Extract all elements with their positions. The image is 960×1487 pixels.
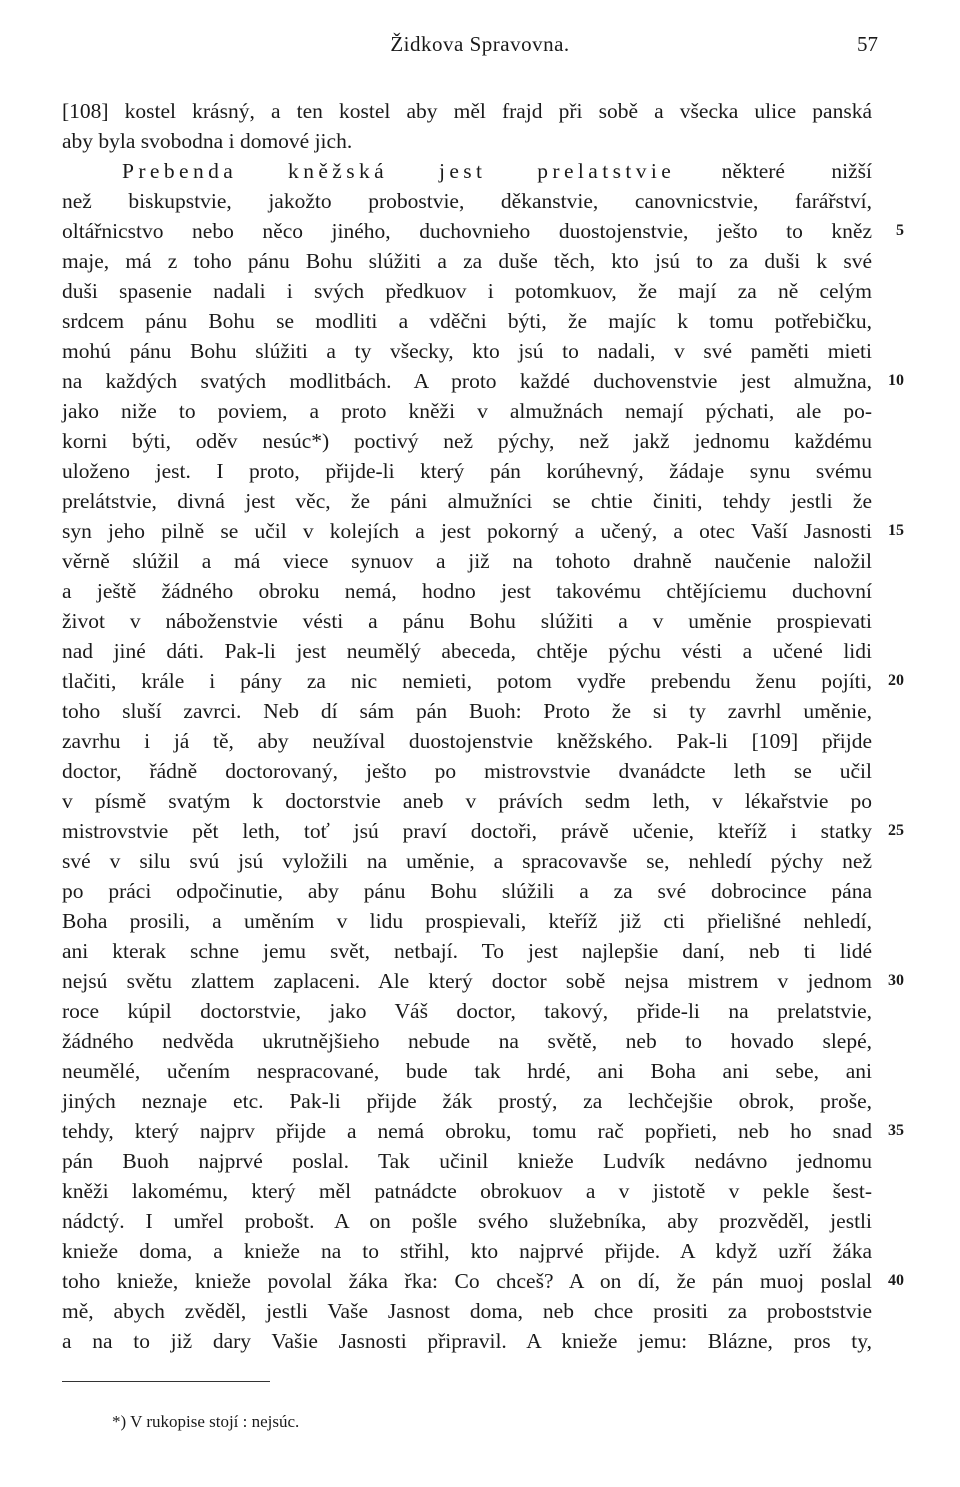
text-line: [108] kostel krásný, a ten kostel aby měl frajd při sobě a všecka ulice panská [62, 99, 872, 123]
text-line: v písmě svatým k doctorstvie aneb v právích sedm leth, v lékařstvie po [62, 789, 872, 813]
text-line: toho knieže, knieže povolal žáka řka: Co chceš? A on dí, že pán muoj poslal [62, 1269, 872, 1293]
text-line: Boha prosili, a uměním v lidu prospievali, kteříž již cti přielišné nehledí, [62, 909, 872, 933]
text-line: mistrovstvie pět leth, toť jsú praví doctoři, právě učenie, kteříž i statky [62, 819, 872, 843]
line-number-marker: 30 [888, 972, 904, 989]
line-number-marker: 40 [888, 1272, 904, 1289]
text-line: na každých svatých modlitbách. A proto každé duchovenstvie jest almužna, [62, 369, 872, 393]
text-line: aby byla svobodna i domové jich. [62, 129, 353, 153]
text-line: mě, abych zvěděl, jestli Vaše Jasnost doma, neb chce prositi za proboststvie [62, 1299, 872, 1323]
text-line: tehdy, který najprv přijde a nemá obroku, tomu rač popřieti, neb ho snad [62, 1119, 872, 1143]
text-line: po práci odpočinutie, aby pánu Bohu slúžili a za své dobrocince pána [62, 879, 872, 903]
text-line: maje, má z toho pánu Bohu slúžiti a za duše těch, kto jsú to za duši k své [62, 249, 872, 273]
text-line: kněži lakomému, který měl patnádcte obrokuov a v jistotě v pekle šest- [62, 1179, 872, 1203]
text-line: toho sluší zavrci. Neb dí sám pán Buoh: Proto že si ty zavrhl uměnie, [62, 699, 872, 723]
footnote-divider [62, 1381, 270, 1382]
text-line: duši spasenie nadali i svých předkuov i potomkuov, že mají za ně celým [62, 279, 872, 303]
text-line: roce kúpil doctorstvie, jako Váš doctor, takový, přide-li na prelatstvie, [62, 999, 872, 1023]
text-line-paragraph-start [62, 156, 872, 186]
line-number-marker: 15 [888, 522, 904, 539]
text-line-rest: některé nižší [675, 159, 872, 183]
text-line: a ještě žádného obroku nemá, hodno jest takovému chtějíciemu duchovní [62, 579, 872, 603]
text-line: knieže doma, a knieže na to střihl, kto najprvé přijde. A když uzří žáka [62, 1239, 872, 1263]
text-line: syn jeho pilně se učil v kolejích a jest pokorný a učený, a otec Vaší Jasnosti [62, 519, 872, 543]
page-number: 57 [857, 32, 878, 56]
text-line: a na to již dary Vašie Jasnosti připravil. A knieže jemu: Blázne, pros ty, [62, 1329, 872, 1353]
line-number-marker: 10 [888, 372, 904, 389]
text-line: korni býti, oděv nesúc*) poctivý než pýchy, než jakž jednomu každému [62, 429, 872, 453]
running-header: Židkova Spravovna. [390, 32, 570, 56]
text-line: nad jiné dáti. Pak-li jest neumělý abeceda, chtěje pýchu vésti a učené lidi [62, 639, 872, 663]
spaced-emphasis: Prebenda kněžská jest prelatstvie [122, 159, 676, 183]
line-number-marker: 35 [888, 1122, 904, 1139]
line-number-marker: 5 [896, 222, 904, 239]
line-number-marker: 20 [888, 672, 904, 689]
line-number-marker: 25 [888, 822, 904, 839]
text-line: srdcem pánu Bohu se modliti a vděčni býti, že majíc k tomu potřebičku, [62, 309, 872, 333]
text-line: mohú pánu Bohu slúžiti a ty všecky, kto jsú to nadali, v své paměti mieti [62, 339, 872, 363]
text-line: věrně slúžil a má viece synuov a již na tohoto drahně naučenie naložil [62, 549, 872, 573]
text-line: své v silu svú jsú vyložili na uměnie, a spracovavše se, nehledí pýchy než [62, 849, 872, 873]
footnote: *) V rukopise stojí : nejsúc. [112, 1412, 300, 1431]
text-line: nádctý. I umřel probošt. A on pošle svého služebníka, aby prozvěděl, jestli [62, 1209, 872, 1233]
text-line: jako niže to poviem, a proto kněži v almužnách nemají pýchati, ale po- [62, 399, 872, 423]
text-line: život v náboženstvie vésti a pánu Bohu slúžiti a v uměnie prospievati [62, 609, 872, 633]
text-line: zavrhu i já tě, aby neužíval duostojenstvie kněžského. Pak-li [109] přijde [62, 729, 872, 753]
text-line: nejsú světu zlattem zaplaceni. Ale který doctor sobě nejsa mistrem v jednom [62, 969, 872, 993]
text-line: neumělé, učením nespracované, bude tak hrdé, ani Boha ani sebe, ani [62, 1059, 872, 1083]
text-line: pán Buoh najprvé poslal. Tak učinil knieže Ludvík nedávno jednomu [62, 1149, 872, 1173]
text-line: uloženo jest. I proto, přijde-li který pán korúhevný, žádaje synu svému [62, 459, 872, 483]
text-line: ani kterak schne jemu svět, netbají. To jest najlepšie daní, neb ti lidé [62, 939, 872, 963]
text-line: prelátstvie, divná jest věc, že páni almužníci se chtie činiti, tehdy jestli že [62, 489, 872, 513]
text-line: než biskupstvie, jakožto probostvie, děkanstvie, canovnicstvie, farářství, [62, 189, 872, 213]
text-line: tlačiti, krále i pány za nic nemieti, potom vydře prebendu ženu pojíti, [62, 669, 872, 693]
text-line: oltářnicstvo nebo něco jiného, duchovnieho duostojenstvie, ješto to kněz [62, 219, 872, 243]
text-line: jiných neznaje etc. Pak-li přijde žák prostý, za lechčejšie obrok, proše, [62, 1089, 872, 1113]
text-line: žádného nedvěda ukrutnějšieho nebude na světě, neb to hovado slepé, [62, 1029, 872, 1053]
text-line: doctor, řádně doctorovaný, ješto po mistrovstvie dvanádcte leth se učil [62, 759, 872, 783]
